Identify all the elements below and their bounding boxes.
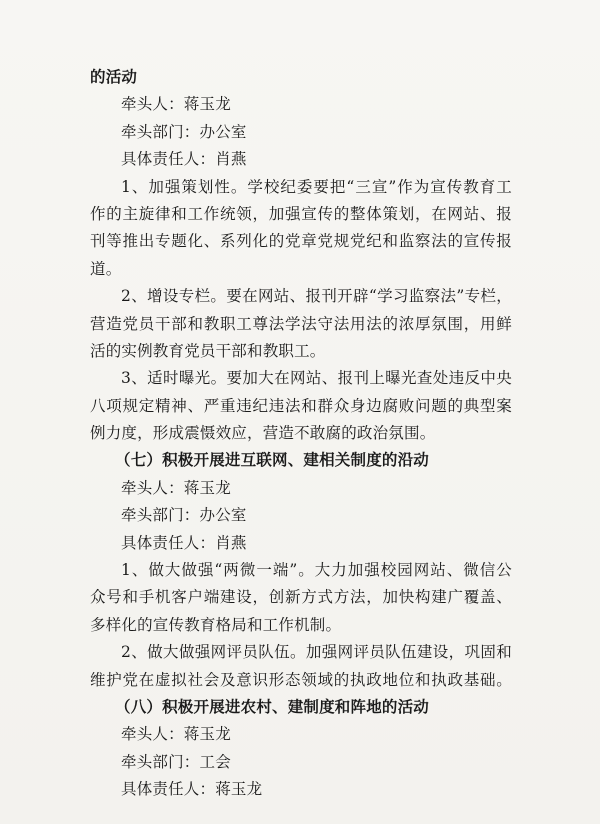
lead-department-line: 牵头部门：办公室 (121, 122, 247, 141)
paragraph-line: 维护党在虚拟社会及意识形态领域的执政地位和执政基础。 (90, 670, 512, 689)
paragraph-line: 众号和手机客户端建设，创新方式方法，加快构建广覆盖、 (90, 588, 512, 607)
paragraph-line: 作的主旋律和工作统领，加强宣传的整体策划，在网站、报 (90, 204, 512, 223)
paragraph-line: 1、加强策划性。学校纪委要把“三宣”作为宣传教育工 (121, 177, 512, 196)
document-body (90, 64, 512, 804)
lead-department-line: 牵头部门：工会 (121, 752, 231, 771)
section-heading-7: （七）积极开展进互联网、建相关制度的沿动 (115, 451, 430, 470)
paragraph-line: 道。 (90, 259, 122, 278)
responsible-person-line: 具体责任人：肖燕 (121, 533, 247, 552)
paragraph-line: 例力度，形成震慑效应，营造不敢腐的政治氛围。 (90, 424, 436, 443)
paragraph-line: 八项规定精神、严重违纪违法和群众身边腐败问题的典型案 (90, 396, 512, 415)
lead-person-line: 牵头人：蒋玉龙 (121, 725, 231, 744)
paragraph-line: 多样化的宣传教育格局和工作机制。 (90, 615, 342, 634)
paragraph-line: 2、增设专栏。要在网站、报刊开辟“学习监察法”专栏， (121, 287, 512, 306)
lead-person-line: 牵头人：蒋玉龙 (121, 95, 231, 114)
section-heading-8: （八）积极开展进农村、建制度和阵地的活动 (115, 697, 430, 716)
paragraph-line: 营造党员干部和教职工尊法学法守法用法的浓厚氛围，用鲜 (90, 314, 512, 333)
lead-department-line: 牵头部门：办公室 (121, 506, 247, 525)
responsible-person-line: 具体责任人：蒋玉龙 (121, 780, 263, 799)
paragraph-line: 刊等推出专题化、系列化的党章党规党纪和监察法的宣传报 (90, 232, 512, 251)
responsible-person-line: 具体责任人：肖燕 (121, 150, 247, 169)
lead-person-line: 牵头人：蒋玉龙 (121, 478, 231, 497)
paragraph-line: 1、做大做强“两微一端”。大力加强校园网站、微信公 (121, 561, 512, 580)
paragraph-line: 2、做大做强网评员队伍。加强网评员队伍建设，巩固和 (121, 643, 512, 662)
paragraph-line: 活的实例教育党员干部和教职工。 (90, 341, 326, 360)
section-title-continuation: 的活动 (90, 68, 138, 86)
paragraph-line: 3、适时曝光。要加大在网站、报刊上曝光查处违反中央 (121, 369, 512, 388)
